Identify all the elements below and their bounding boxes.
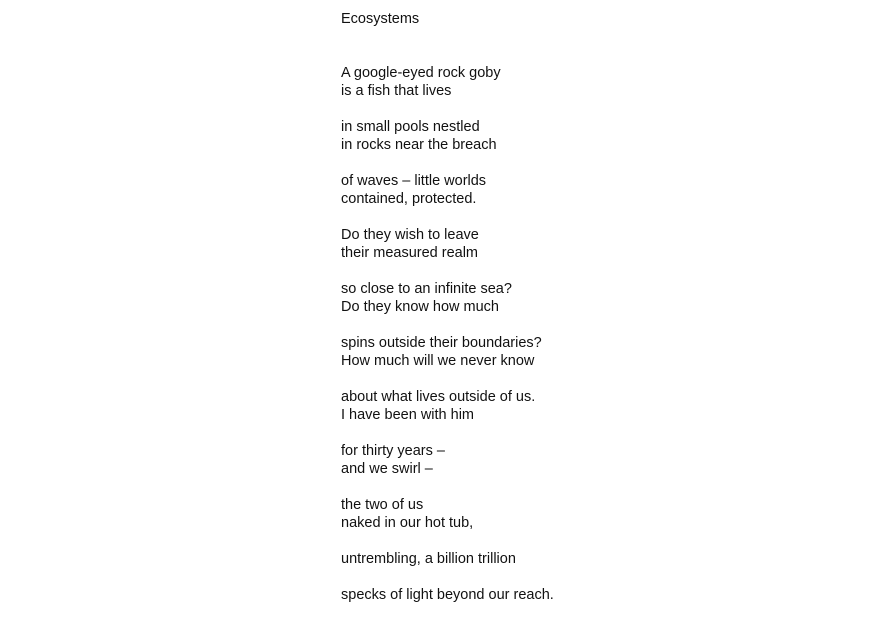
stanza [341, 550, 861, 568]
stanza [341, 442, 861, 478]
poem-body [341, 64, 861, 604]
poem-line: A google-eyed rock goby [341, 65, 501, 81]
poem-title: Ecosystems [341, 11, 420, 27]
document-page [341, 10, 861, 622]
poem-line: is a fish that lives [341, 83, 452, 99]
stanza [341, 586, 861, 604]
stanza [341, 280, 861, 316]
poem-line: spins outside their boundaries? [341, 335, 542, 351]
poem-line: their measured realm [341, 245, 478, 261]
poem-line: I have been with him [341, 407, 474, 423]
poem-line: in small pools nestled [341, 119, 480, 135]
stanza [341, 226, 861, 262]
poem-line: and we swirl – [341, 461, 433, 477]
poem-line: of waves – little worlds [341, 173, 487, 189]
stanza [341, 172, 861, 208]
poem-line: How much will we never know [341, 353, 535, 369]
poem-line: specks of light beyond our reach. [341, 587, 554, 603]
poem-line: contained, protected. [341, 191, 477, 207]
poem-line: untrembling, a billion trillion [341, 551, 516, 567]
stanza [341, 334, 861, 370]
poem-line: about what lives outside of us. [341, 389, 536, 405]
poem-line: Do they know how much [341, 299, 499, 315]
stanza [341, 388, 861, 424]
poem-line: Do they wish to leave [341, 227, 479, 243]
poem-line: naked in our hot tub, [341, 515, 474, 531]
poem-line: so close to an infinite sea? [341, 281, 512, 297]
stanza [341, 496, 861, 532]
poem-line: in rocks near the breach [341, 137, 497, 153]
stanza [341, 64, 861, 100]
poem-line: for thirty years – [341, 443, 445, 459]
stanza [341, 118, 861, 154]
poem-line: the two of us [341, 497, 424, 513]
